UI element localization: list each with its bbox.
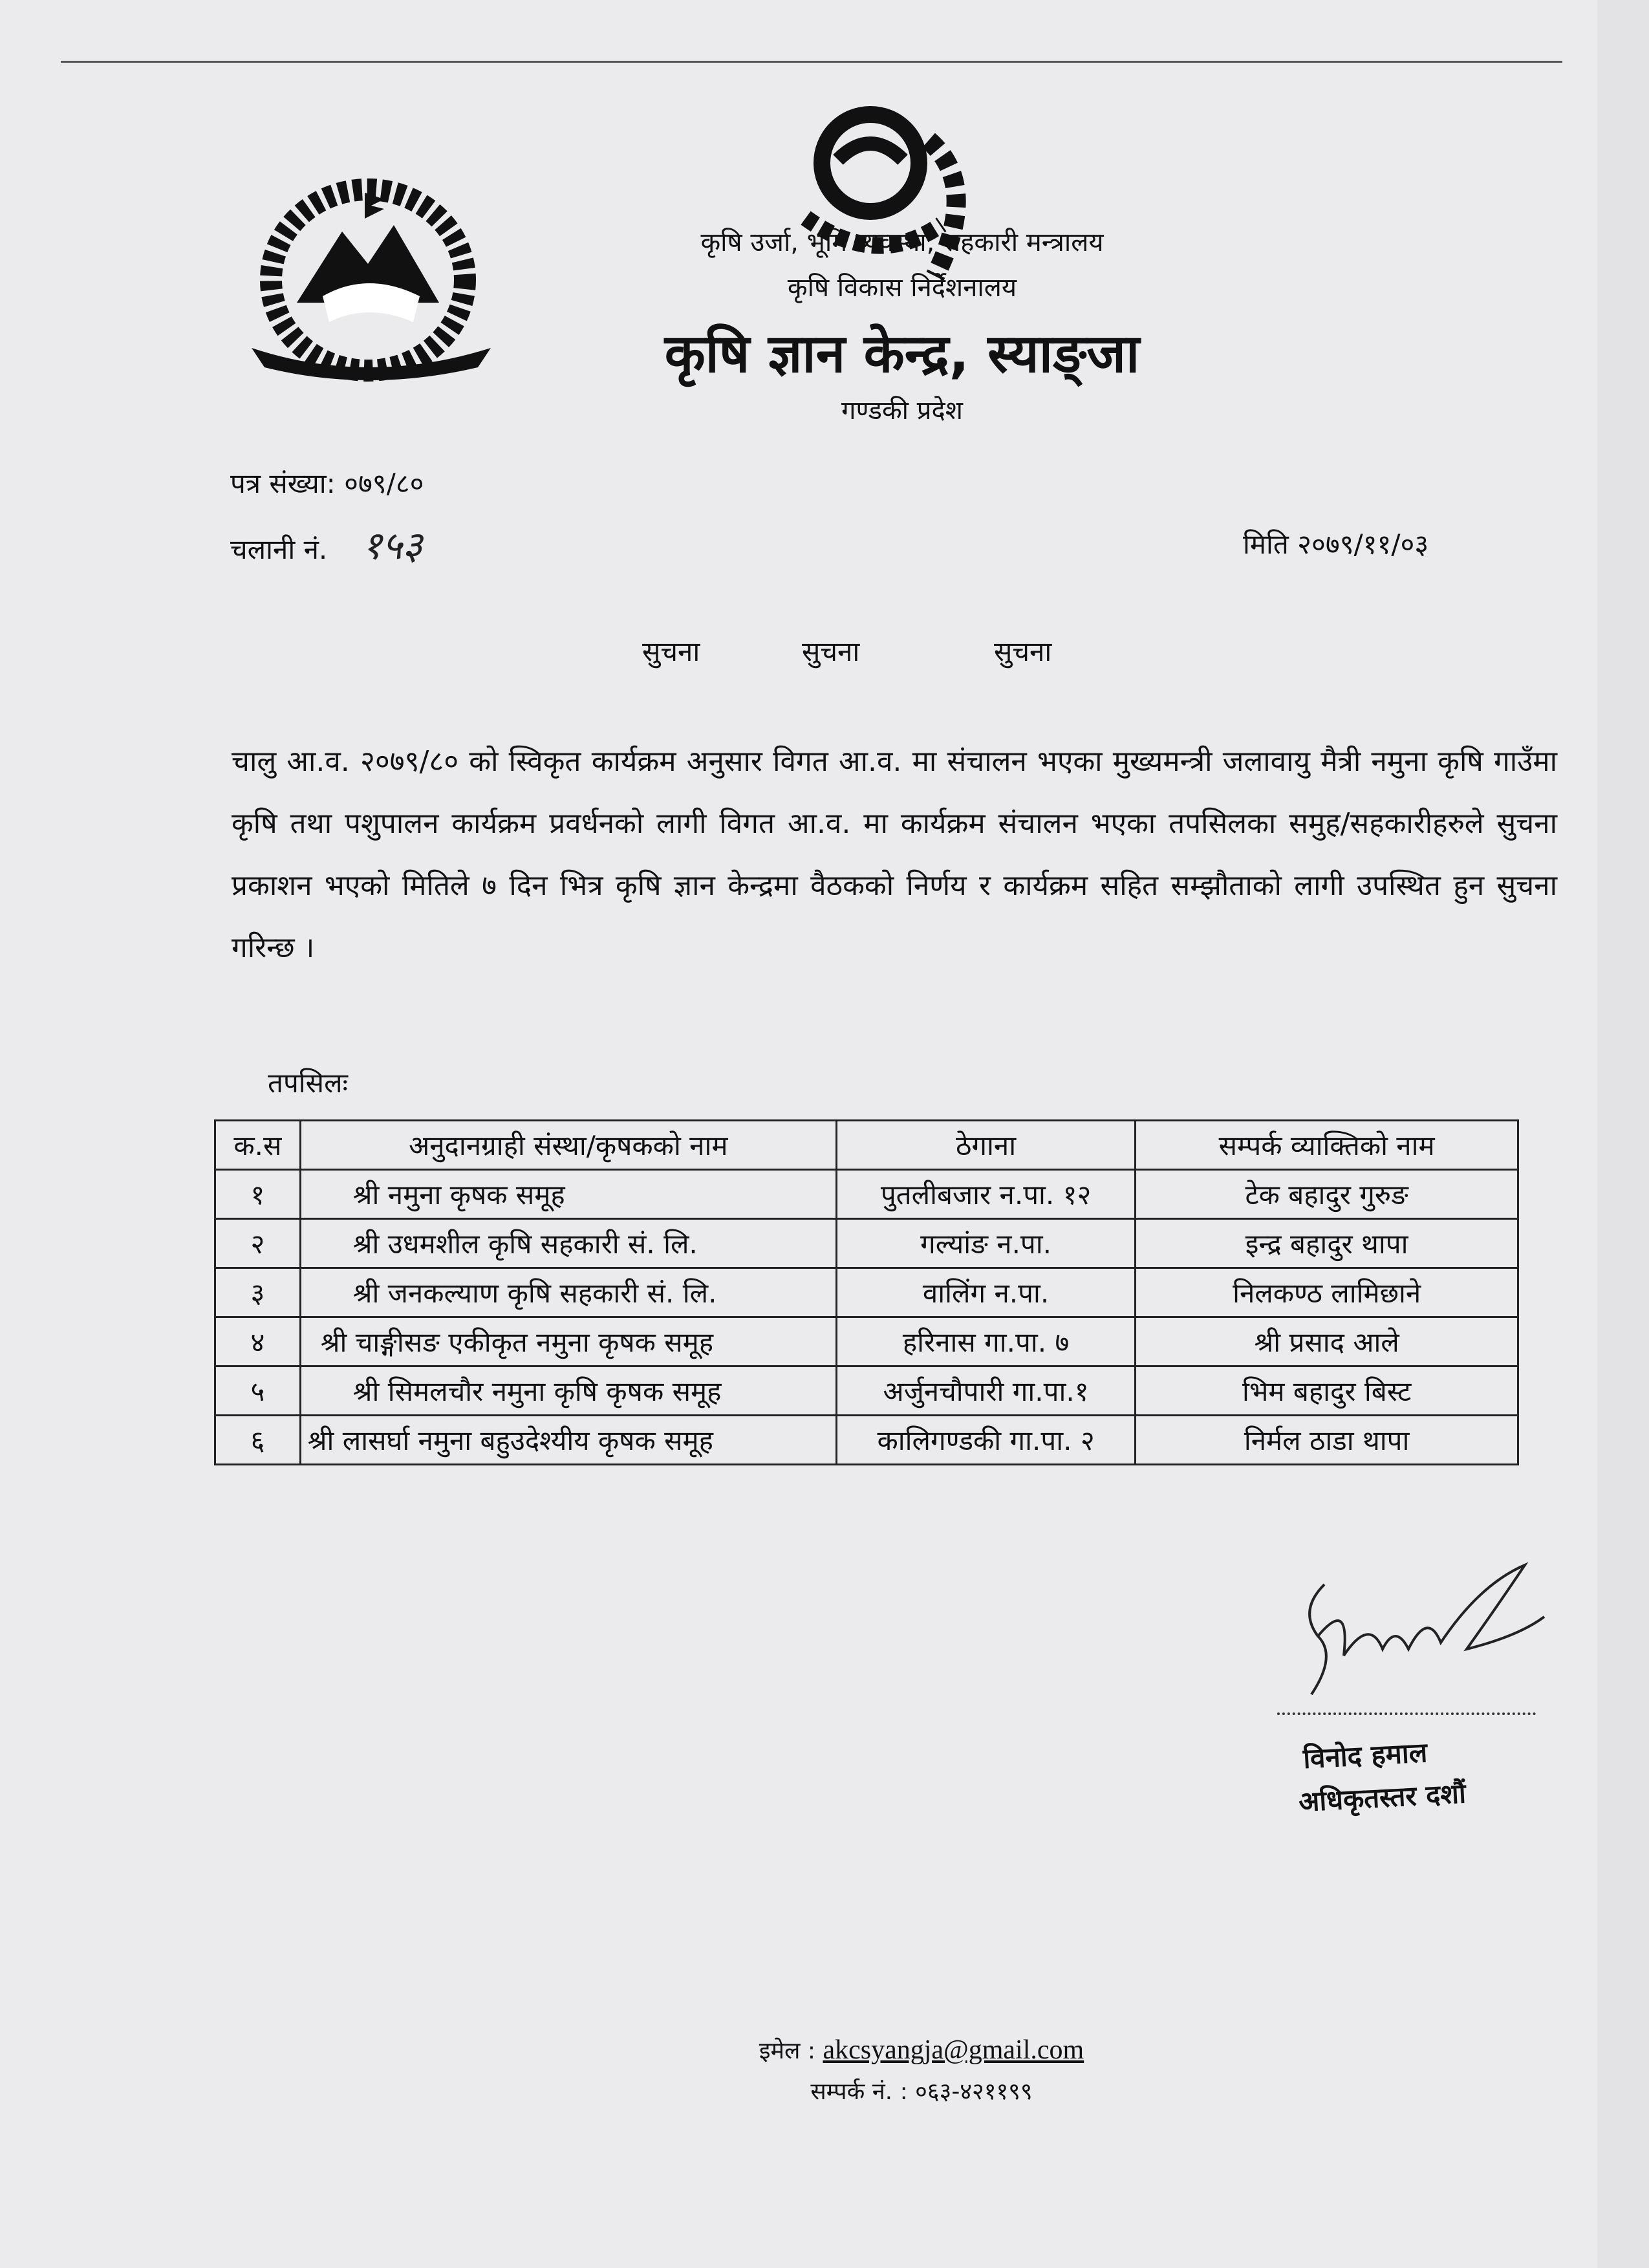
col-header-name: अनुदानग्राही संस्था/कृषकको नाम (300, 1121, 836, 1170)
cell-address: गल्यांङ न.पा. (836, 1219, 1135, 1268)
signatory-title: अधिकृतस्तर दशौं (1297, 1777, 1467, 1818)
email-link[interactable]: akcsyangja@gmail.com (823, 2035, 1084, 2065)
dispatch-value-handwritten: १५३ (361, 523, 423, 568)
col-header-sn: क.स (215, 1121, 301, 1170)
top-rule (61, 61, 1562, 63)
table-row (215, 1366, 1518, 1416)
dispatch-number (230, 517, 422, 570)
cell-address: हरिनास गा.पा. ७ (836, 1317, 1135, 1366)
cell-contact: भिम बहादुर बिस्ट (1136, 1366, 1518, 1416)
cell-name: श्री लासर्घा नमुना बहुउदेश्यीय कृषक समूह (300, 1416, 836, 1465)
cell-sn: ५ (215, 1366, 301, 1416)
directorate-name: कृषि विकास निर्देशनालय (787, 273, 1017, 303)
office-title: कृषि ज्ञान केन्द्र, स्याङ्जा (664, 323, 1140, 385)
cell-contact: निर्मल ठाडा थापा (1136, 1416, 1518, 1465)
signature-image (1273, 1559, 1564, 1714)
cell-name: श्री सिमलचौर नमुना कृषि कृषक समूह (300, 1366, 836, 1416)
cell-sn: ६ (215, 1416, 301, 1465)
cell-sn: ४ (215, 1317, 301, 1366)
cell-contact: टेक बहादुर गुरुङ (1136, 1170, 1518, 1219)
footer-contact (0, 2075, 1649, 2106)
cell-address: कालिगण्डकी गा.पा. २ (836, 1416, 1135, 1465)
table-caption: तपसिलः (268, 1067, 349, 1099)
col-header-contact: सम्पर्क व्याक्तिको नाम (1136, 1121, 1518, 1170)
date-value: २०७९/११/०३ (1297, 528, 1429, 560)
contact-label: सम्पर्क नं. : (810, 2079, 908, 2105)
beneficiary-table (214, 1119, 1519, 1465)
table-row (215, 1268, 1518, 1317)
cell-name: श्री उधमशील कृषि सहकारी सं. लि. (300, 1219, 836, 1268)
cell-sn: २ (215, 1219, 301, 1268)
signature-line (1277, 1712, 1536, 1715)
dispatch-label: चलानी नं. (230, 534, 328, 565)
table-row (215, 1219, 1518, 1268)
province-name: गण्डकी प्रदेश (841, 396, 963, 426)
table-row (215, 1170, 1518, 1219)
contact-number: ०६३-४२११९९ (915, 2079, 1033, 2105)
date-label: मिति (1243, 528, 1289, 560)
letter-number-label: पत्र संख्या: (230, 468, 336, 499)
notice-title-2: सुचना (802, 636, 860, 667)
cell-sn: १ (215, 1170, 301, 1219)
notice-body: चालु आ.व. २०७९/८० को स्विकृत कार्यक्रम अनुसार विगत आ.व. मा संचालन भएका मुख्यमन्त्री जलावायु मैत्री नमुना कृषि गाउँमा कृषि तथा पशुपालन कार्यक्रम प्रवर्धनको लागी विगत आ.व. मा कार्यक्रम संचालन भएका तपसिलका समुह/सहकारीहरुले सुचना प्रकाशन भएको मितिले ७ दिन भित्र कृषि ज्ञान केन्द्रमा वैठकको निर्णय र कार्यक्रम सहित सम्झौताको लागी उपस्थित हुन सुचना गरिन्छ । (232, 745, 1557, 964)
cell-address: पुतलीबजार न.पा. १२ (836, 1170, 1135, 1219)
letter-number-value: ०७९/८० (344, 468, 424, 499)
cell-name: श्री चाङ्गीसङ एकीकृत नमुना कृषक समूह (300, 1317, 836, 1366)
cell-contact: निलकण्ठ लामिछाने (1136, 1268, 1518, 1317)
cell-name: श्री जनकल्याण कृषि सहकारी सं. लि. (300, 1268, 836, 1317)
cell-contact: श्री प्रसाद आले (1136, 1317, 1518, 1366)
ministry-name: कृषि उर्जा, भूमि व्यवस्था, सहकारी मन्त्रालय (700, 228, 1104, 257)
office-stamp-icon (767, 102, 1019, 296)
table-row (215, 1416, 1518, 1465)
cell-contact: इन्द्र बहादुर थापा (1136, 1219, 1518, 1268)
cell-address: वालिंग न.पा. (836, 1268, 1135, 1317)
cell-name: श्री नमुना कृषक समूह (300, 1170, 836, 1219)
email-label: इमेल : (759, 2038, 815, 2064)
letter-number (230, 464, 424, 501)
table-row (215, 1317, 1518, 1366)
table-header-row (215, 1121, 1518, 1170)
footer-email (0, 2034, 1649, 2066)
date (1243, 525, 1428, 562)
cell-address: अर्जुनचौपारी गा.पा.१ (836, 1366, 1135, 1416)
cell-sn: ३ (215, 1268, 301, 1317)
notice-title-1: सुचना (642, 636, 700, 667)
signatory-name: विनोद हमाल (1302, 1736, 1428, 1775)
notice-title-3: सुचना (994, 636, 1052, 667)
col-header-address: ठेगाना (836, 1121, 1135, 1170)
